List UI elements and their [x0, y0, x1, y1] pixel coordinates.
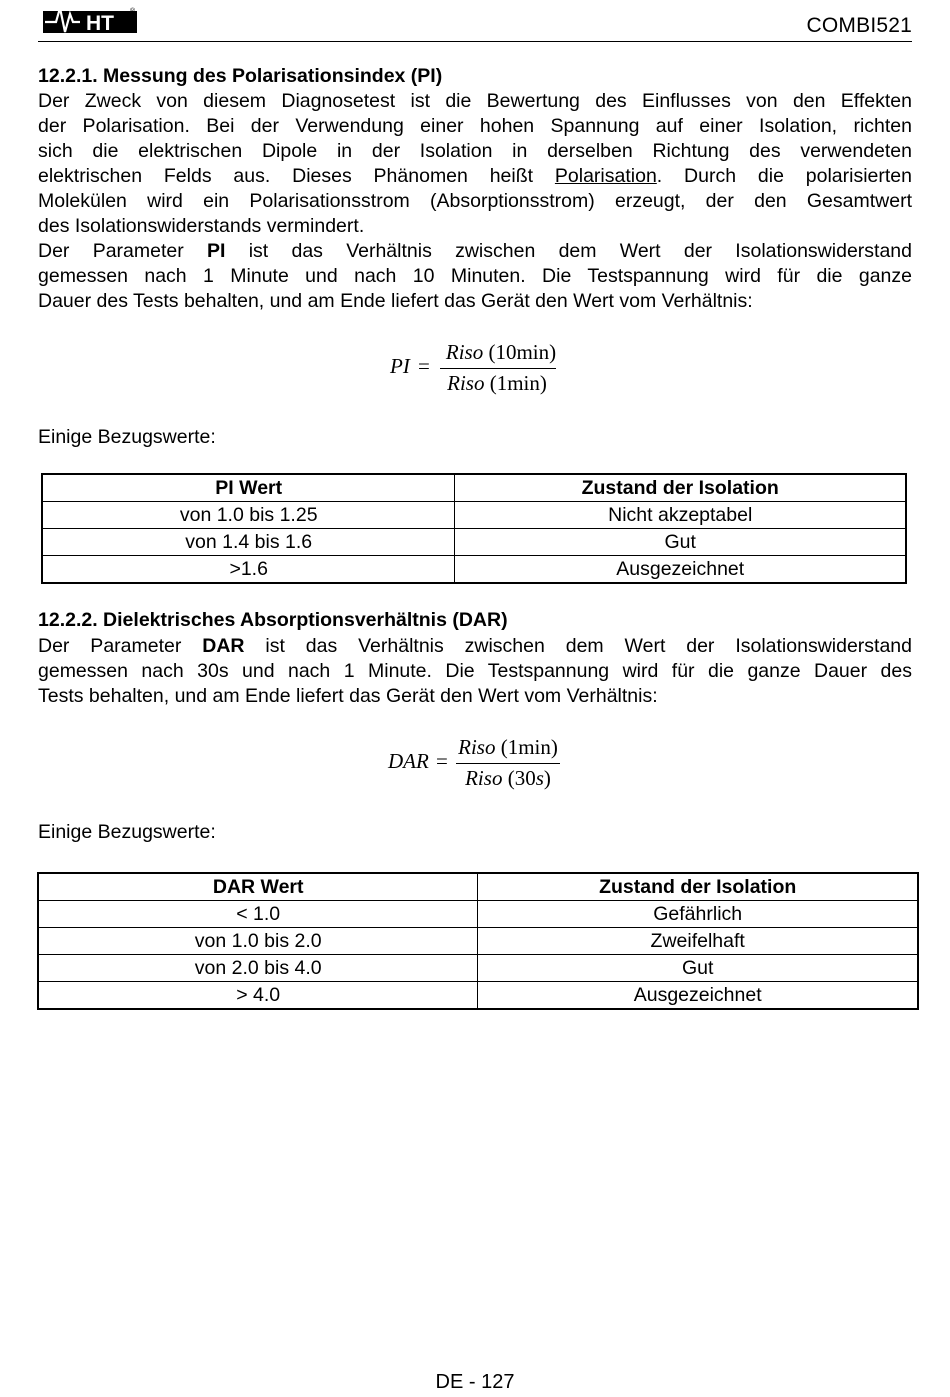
table-row	[38, 928, 918, 955]
formula-denominator	[442, 371, 552, 396]
table-row	[42, 529, 906, 556]
text-line: gemessen nach 1 Minute und nach 10 Minuten. Die Testspannung wird für die ganze	[38, 265, 912, 287]
section-heading-dar: 12.2.2. Dielektrisches Absorptionsverhältnis (DAR)	[38, 609, 508, 631]
table-cell: Gut	[455, 529, 906, 556]
pi-reference-table	[41, 473, 907, 584]
text-line: Der Zweck von diesem Diagnosetest ist die Bewertung des Einflusses von den Effekten	[38, 90, 912, 112]
table-cell: Ausgezeichnet	[478, 982, 918, 1010]
text-segment: Der Parameter	[38, 635, 203, 657]
text-segment: ist das Verhältnis zwischen dem Wert der Isolationswiderstand	[244, 635, 912, 657]
fraction-bar	[456, 763, 560, 764]
formula-arg: )	[543, 766, 551, 790]
table-cell: Zweifelhaft	[478, 928, 918, 955]
formula-var: Riso	[447, 371, 485, 395]
pi-intro-paragraph	[38, 89, 912, 239]
table-cell: Nicht akzeptabel	[455, 502, 906, 529]
dar-parameter-paragraph	[38, 634, 912, 709]
table-cell: von 1.0 bis 2.0	[38, 928, 478, 955]
section-heading-pi: 12.2.1. Messung des Polarisationsindex (PI)	[38, 65, 443, 87]
table-row	[38, 982, 918, 1010]
table-row	[42, 556, 906, 584]
text-line: sich die elektrischen Dipole in der Isolation in derselben Richtung des verwendeten	[38, 140, 912, 162]
dar-term: DAR	[202, 635, 245, 657]
svg-text:®: ®	[130, 8, 136, 15]
formula-var: Riso	[465, 766, 503, 790]
pi-term: PI	[207, 240, 226, 262]
formula-var: s	[535, 766, 544, 790]
formula-equals: =	[436, 749, 448, 773]
text-line: der Polarisation. Bei der Verwendung einer hohen Spannung auf einer Isolation, richten	[38, 115, 912, 137]
table-cell: >1.6	[42, 556, 455, 584]
polarisation-term: Polarisation	[554, 165, 657, 187]
table-cell: von 2.0 bis 4.0	[38, 955, 478, 982]
table-header-row	[42, 474, 906, 502]
header-divider	[38, 41, 912, 42]
table-cell: Ausgezeichnet	[455, 556, 906, 584]
table-row	[38, 901, 918, 928]
table-header-row	[38, 873, 918, 901]
text-segment: ist das Verhältnis zwischen dem Wert der Isolationswiderstand	[225, 240, 912, 262]
text-segment: elektrischen Felds aus. Dieses Phänomen heißt	[38, 165, 555, 187]
table-row	[42, 502, 906, 529]
text-line: Dauer des Tests behalten, und am Ende liefert das Gerät den Wert vom Verhältnis:	[38, 290, 753, 312]
pi-parameter-paragraph	[38, 239, 912, 314]
text-line: Molekülen wird ein Polarisationsstrom (Absorptionsstrom) erzeugt, der den Gesamtwert	[38, 190, 912, 212]
dar-formula	[386, 735, 576, 795]
formula-arg: (1min)	[489, 371, 547, 395]
page-header	[38, 2, 912, 42]
ht-logo	[42, 2, 168, 36]
text-line: Tests behalten, und am Ende liefert das Gerät den Wert vom Verhältnis:	[38, 685, 658, 707]
table-cell: Gut	[478, 955, 918, 982]
table-cell: von 1.0 bis 1.25	[42, 502, 455, 529]
column-header: PI Wert	[42, 474, 455, 502]
pi-reference-label: Einige Bezugswerte:	[38, 426, 216, 448]
dar-reference-table	[37, 872, 919, 1010]
table-cell: < 1.0	[38, 901, 478, 928]
text-line: gemessen nach 30s und nach 1 Minute. Die Testspannung wird für die ganze Dauer des	[38, 660, 912, 682]
text-segment: . Durch die polarisierten	[656, 165, 912, 187]
formula-denominator	[456, 766, 560, 791]
text-segment: Der Parameter	[38, 240, 207, 262]
formula-arg: (1min)	[500, 735, 558, 759]
text-line	[38, 239, 912, 264]
text-line	[38, 164, 912, 189]
formula-arg: (10min)	[488, 340, 557, 364]
pi-formula	[388, 340, 568, 400]
column-header: Zustand der Isolation	[478, 873, 918, 901]
table-cell: > 4.0	[38, 982, 478, 1010]
page-number: DE - 127	[435, 1371, 515, 1393]
formula-numerator	[442, 340, 560, 365]
formula-numerator	[456, 735, 560, 760]
table-cell: Gefährlich	[478, 901, 918, 928]
column-header: Zustand der Isolation	[455, 474, 906, 502]
fraction-bar	[440, 368, 556, 369]
table-row	[38, 955, 918, 982]
table-cell: von 1.4 bis 1.6	[42, 529, 455, 556]
formula-lhs: PI	[390, 354, 410, 378]
formula-var: Riso	[445, 340, 484, 364]
text-line	[38, 634, 912, 659]
model-name: COMBI521	[806, 14, 912, 37]
column-header: DAR Wert	[38, 873, 478, 901]
text-line: des Isolationswiderstands vermindert.	[38, 215, 365, 237]
formula-equals: =	[418, 354, 430, 378]
formula-arg: (30	[507, 766, 536, 790]
dar-reference-label: Einige Bezugswerte:	[38, 821, 216, 843]
formula-lhs: DAR	[388, 749, 429, 773]
formula-var: Riso	[458, 735, 496, 759]
logo-text: HT	[86, 12, 114, 35]
